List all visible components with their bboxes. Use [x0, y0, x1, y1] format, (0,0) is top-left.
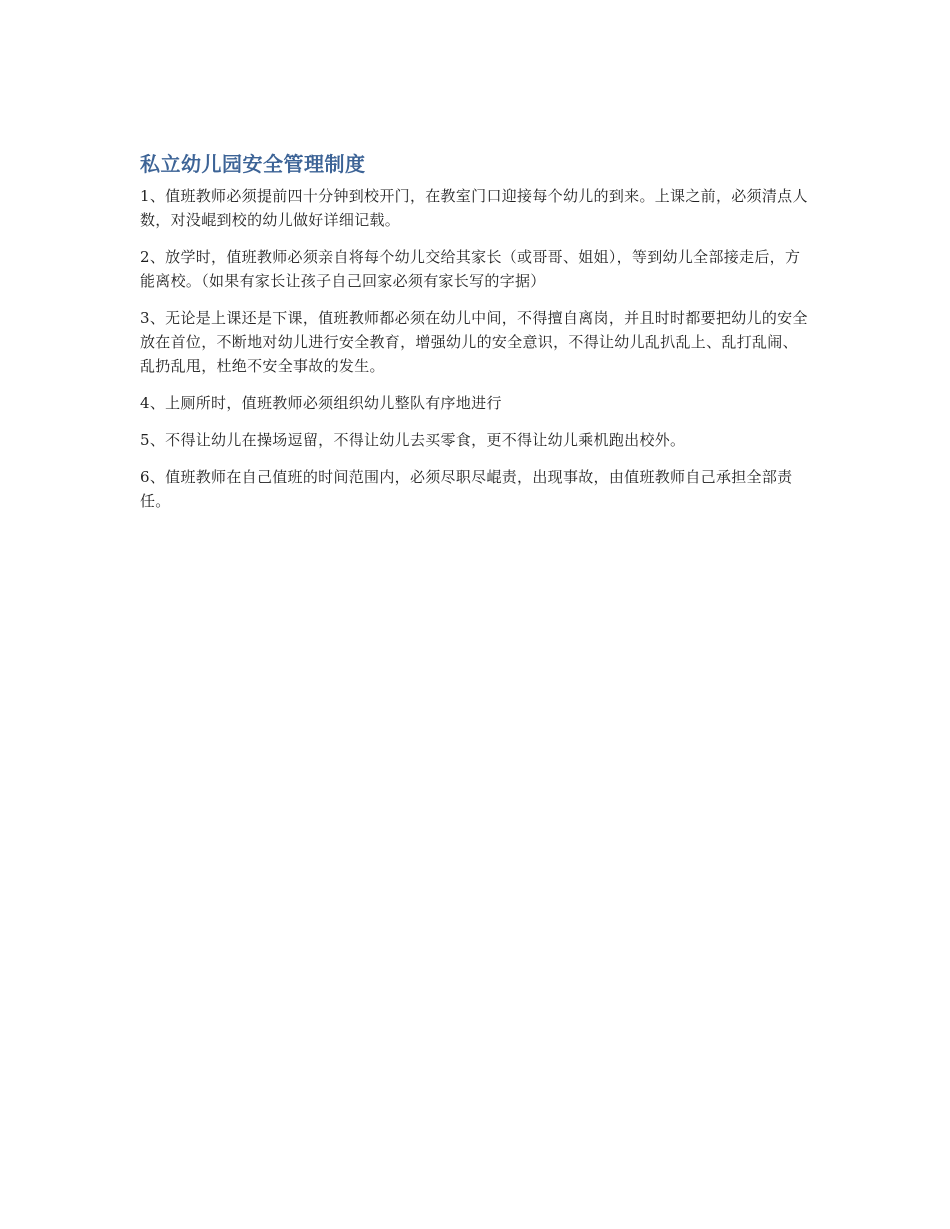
rule-item-3: 3、无论是上课还是下课，值班教师都必须在幼儿中间，不得擅自离岗，并且时时都要把幼儿的安全放在首位，不断地对幼儿进行安全教育，增强幼儿的安全意识，不得让幼儿乱扒乱上、乱打乱闹、乱扔乱甩，杜绝不安全事故的发生。	[140, 309, 808, 375]
rule-item-2: 2、放学时，值班教师必须亲自将每个幼儿交给其家长（或哥哥、姐姐），等到幼儿全部接走后，方能离校。（如果有家长让孩子自己回家必须有家长写的字据）	[140, 248, 801, 290]
rule-item-1: 1、值班教师必须提前四十分钟到校开门，在教室门口迎接每个幼儿的到来。上课之前，必须清点人数，对没崐到校的幼儿做好详细记载。	[140, 187, 808, 229]
document-title: 私立幼儿园安全管理制度	[140, 152, 366, 176]
rule-item-6: 6、值班教师在自己值班的时间范围内，必须尽职尽崐责，出现事故，由值班教师自己承担全部责任。	[140, 468, 793, 510]
rules-list	[140, 184, 812, 513]
rule-item-4: 4、上厕所时，值班教师必须组织幼儿整队有序地进行	[140, 394, 502, 412]
document-body	[140, 150, 812, 526]
rule-item-5: 5、不得让幼儿在操场逗留，不得让幼儿去买零食，更不得让幼儿乘机跑出校外。	[140, 431, 686, 449]
